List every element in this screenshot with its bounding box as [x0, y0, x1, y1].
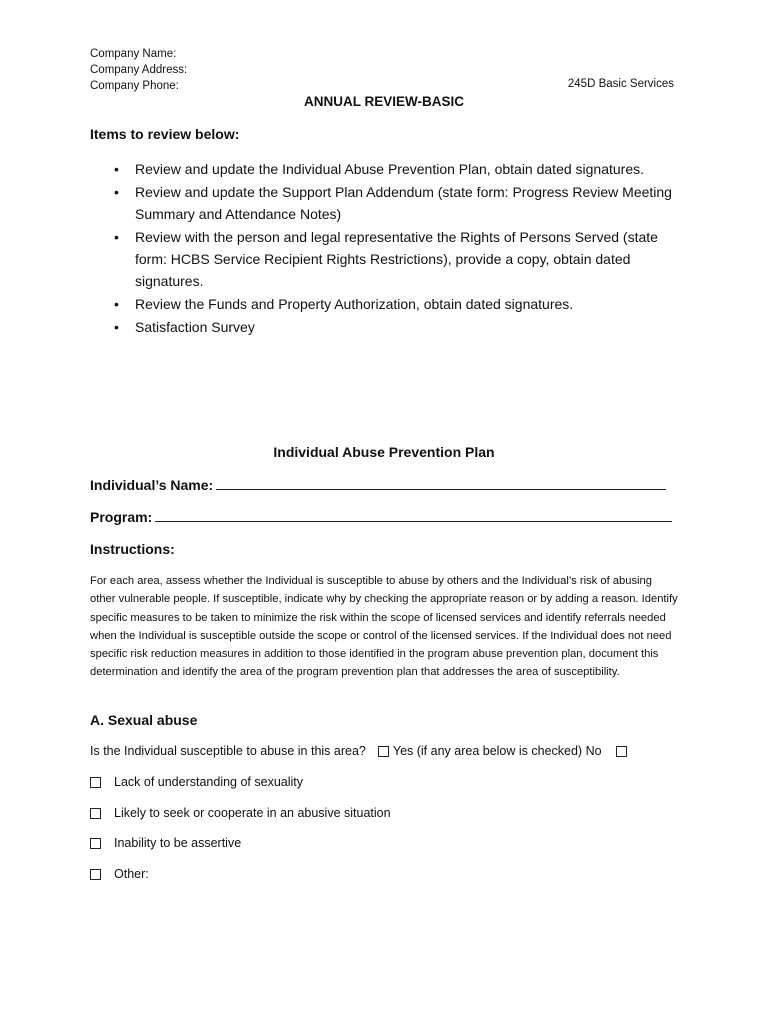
yes-label: Yes (if any area below is checked)	[392, 744, 583, 758]
review-item-text: Review with the person and legal representative the Rights of Persons Served (state form: HCBS Service Recipient Rights Restrictions), provide a copy, obtain dated signatures.	[135, 229, 658, 289]
list-item	[90, 316, 680, 338]
review-item-text: Review and update the Support Plan Addendum (state form: Progress Review Meeting Summary and Attendance Notes)	[135, 184, 672, 222]
review-list	[90, 158, 680, 339]
option-row	[90, 775, 303, 789]
option-checkbox[interactable]	[90, 838, 101, 849]
service-label: 245D Basic Services	[567, 78, 674, 90]
program-blank[interactable]	[155, 509, 672, 522]
bullet-icon: •	[114, 184, 119, 200]
review-item-text: Review the Funds and Property Authorization, obtain dated signatures.	[135, 296, 574, 312]
individual-name-field[interactable]	[90, 477, 666, 493]
company-info	[90, 46, 187, 94]
option-checkbox[interactable]	[90, 777, 101, 788]
no-label: No	[585, 744, 602, 758]
company-address-label: Company Address:	[90, 64, 188, 76]
option-label: Lack of understanding of sexuality	[114, 775, 304, 789]
company-phone-label: Company Phone:	[90, 80, 179, 92]
option-label: Likely to seek or cooperate in an abusive situation	[114, 806, 391, 820]
document-title: ANNUAL REVIEW-BASIC	[304, 94, 464, 109]
option-checkbox[interactable]	[90, 808, 101, 819]
instructions-text: For each area, assess whether the Individual is susceptible to abuse by others and the Individual’s risk of abusing other vulnerable people. If susceptible, indicate why by checking the appropriate reason or by adding a reason. Identify specific measures to be taken to minimize the risk within the scope of licensed services and identify referrals needed when the Individual is susceptible outside the scope or control of the licensed services. If the Individual does not need specific risk reduction measures in addition to those identified in the program abuse prevention plan, document this determination and identify the area of the program prevention plan that addresses the area of susceptibility.	[90, 575, 678, 679]
individual-name-label: Individual’s Name:	[90, 477, 214, 493]
company-name-label: Company Name:	[90, 48, 177, 60]
option-label: Other:	[114, 867, 149, 881]
bullet-icon: •	[114, 229, 119, 245]
option-label: Inability to be assertive	[114, 836, 242, 850]
individual-name-blank[interactable]	[216, 477, 666, 490]
review-heading: Items to review below:	[90, 126, 240, 142]
review-item-text: Review and update the Individual Abuse Prevention Plan, obtain dated signatures.	[135, 161, 645, 177]
sexual-abuse-heading: A. Sexual abuse	[90, 712, 198, 728]
yes-checkbox[interactable]	[378, 746, 389, 757]
list-item	[90, 181, 680, 225]
list-item	[90, 158, 680, 180]
option-checkbox[interactable]	[90, 869, 101, 880]
option-row	[90, 867, 149, 881]
no-checkbox[interactable]	[616, 746, 627, 757]
option-row	[90, 806, 391, 820]
instructions-heading: Instructions:	[90, 541, 175, 557]
list-item	[90, 293, 680, 315]
review-item-text: Satisfaction Survey	[135, 319, 255, 335]
bullet-icon: •	[114, 161, 119, 177]
program-field[interactable]	[90, 509, 672, 525]
list-item	[90, 226, 680, 292]
bullet-icon: •	[114, 296, 119, 312]
option-row	[90, 836, 241, 850]
bullet-icon: •	[114, 319, 119, 335]
program-label: Program:	[90, 509, 153, 525]
susceptibility-question-row	[90, 744, 631, 758]
susceptibility-question: Is the Individual susceptible to abuse in this area?	[90, 744, 366, 758]
plan-title: Individual Abuse Prevention Plan	[273, 444, 495, 460]
